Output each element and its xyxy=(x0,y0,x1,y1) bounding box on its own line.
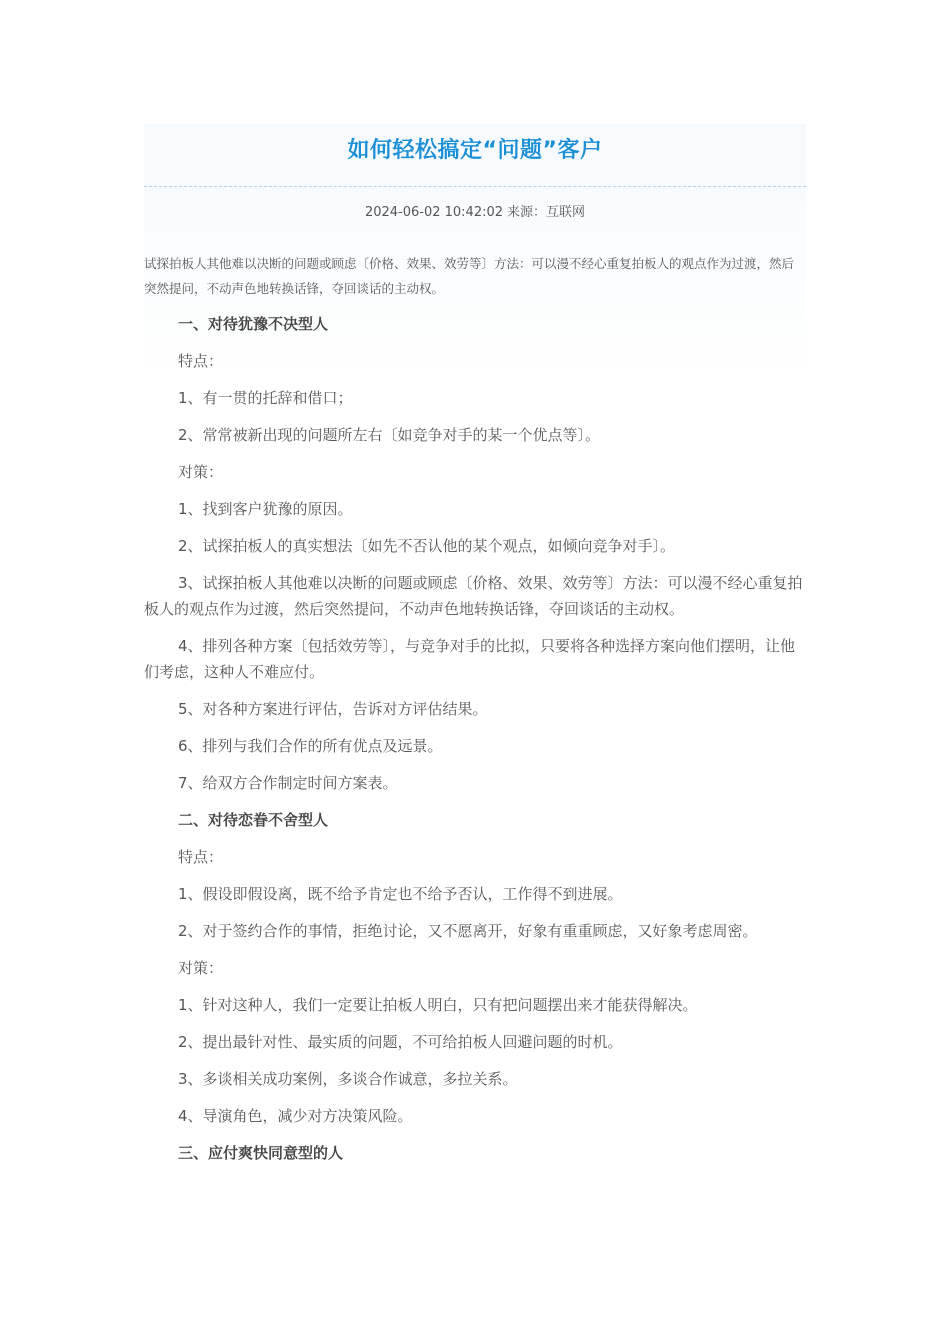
body-paragraph: 特点： xyxy=(178,352,224,370)
body-paragraph: 3、试探拍板人其他难以决断的问题或顾虑〔价格、效果、效劳等〕方法：可以漫不经心重复拍板人的观点作为过渡，然后突然提问，不动声色地转换话锋，夺回谈话的主动权。 xyxy=(144,574,803,618)
article-meta xyxy=(144,187,806,239)
body-paragraph: 4、排列各种方案〔包括效劳等〕，与竞争对手的比拟，只要将各种选择方案向他们摆明，让他们考虑，这种人不难应付。 xyxy=(144,637,796,681)
body-paragraph: 1、有一贯的托辞和借口； xyxy=(178,389,353,407)
body-paragraph: 7、给双方合作制定时间方案表。 xyxy=(178,774,398,792)
body-paragraph: 2、常常被新出现的问题所左右〔如竞争对手的某一个优点等〕。 xyxy=(178,426,601,444)
article-body xyxy=(144,311,806,1166)
body-paragraph: 2、提出最针对性、最实质的问题，不可给拍板人回避问题的时机。 xyxy=(178,1033,623,1051)
publish-date: 2024-06-02 10:42:02 xyxy=(364,205,504,220)
body-paragraph: 2、试探拍板人的真实想法〔如先不否认他的某个观点，如倾向竞争对手〕。 xyxy=(178,537,676,555)
body-paragraph: 4、导演角色，减少对方决策风险。 xyxy=(178,1107,413,1125)
body-paragraph: 6、排列与我们合作的所有优点及远景。 xyxy=(178,737,443,755)
section-heading: 三、应付爽快同意型的人 xyxy=(178,1144,344,1162)
body-paragraph: 1、假设即假设离，既不给予肯定也不给予否认，工作得不到进展。 xyxy=(178,885,623,903)
body-paragraph: 1、找到客户犹豫的原因。 xyxy=(178,500,353,518)
body-paragraph: 对策： xyxy=(178,959,224,977)
body-paragraph: 3、多谈相关成功案例，多谈合作诚意，多拉关系。 xyxy=(178,1070,518,1088)
article-lead: 试探拍板人其他难以决断的问题或顾虑〔价格、效果、效劳等〕方法：可以漫不经心重复拍板人的观点作为过渡，然后突然提问，不动声色地转换话锋，夺回谈话的主动权。 xyxy=(144,256,795,296)
section-heading: 二、对待恋眷不舍型人 xyxy=(178,811,329,829)
body-paragraph: 对策： xyxy=(178,463,224,481)
body-paragraph: 5、对各种方案进行评估，告诉对方评估结果。 xyxy=(178,700,488,718)
article-source: 来源：互联网 xyxy=(507,205,586,220)
article xyxy=(144,124,806,1209)
section-heading: 一、对待犹豫不决型人 xyxy=(178,315,329,333)
article-title: 如何轻松搞定“问题”客户 xyxy=(347,138,603,163)
body-paragraph: 特点： xyxy=(178,848,224,866)
body-paragraph: 2、对于签约合作的事情，拒绝讨论，又不愿离开，好象有重重顾虑，又好象考虑周密。 xyxy=(178,922,758,940)
body-paragraph: 1、针对这种人，我们一定要让拍板人明白，只有把问题摆出来才能获得解决。 xyxy=(178,996,698,1014)
